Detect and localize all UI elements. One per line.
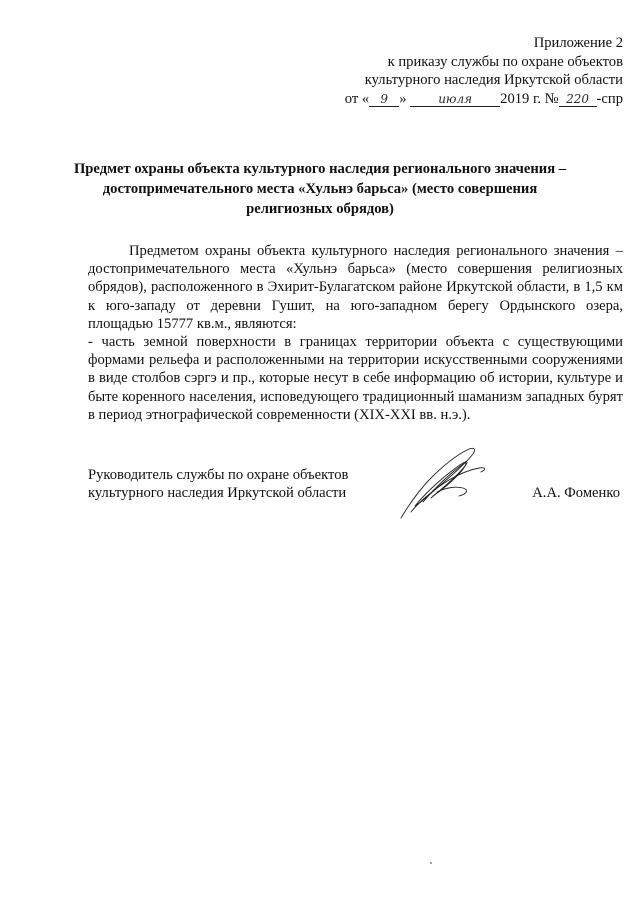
title-line-2: достопримечательного места «Хульнэ барьса» (место совершения bbox=[102, 181, 538, 197]
scan-artifact-dot bbox=[430, 862, 432, 864]
date-close-quote: » bbox=[399, 90, 407, 107]
order-year: 2019 г. № bbox=[500, 90, 559, 107]
appendix-title: Приложение 2 bbox=[533, 35, 623, 51]
handwritten-month: июля bbox=[410, 92, 500, 107]
order-date-line bbox=[345, 90, 623, 109]
handwritten-order-number: 220 bbox=[559, 92, 597, 107]
handwritten-day: 9 bbox=[369, 92, 399, 107]
date-prefix: от « bbox=[344, 90, 370, 107]
order-issuer: культурного наследия Иркутской области bbox=[364, 72, 623, 88]
body-paragraph-subject: Предметом охраны объекта культурного наследия регионального значения – достопримечательного места «Хульнэ барьса» (место совершения религиозных обрядов), расположенного в Эхирит-Булагатском районе Иркутской области, в 1,5 км к юго-западу от деревни Гушит, на юго-западном берегу Ордынского озера, площадью 15777 кв.м., являются: bbox=[88, 243, 623, 332]
appendix-header bbox=[345, 34, 623, 108]
document-body bbox=[88, 242, 623, 424]
title-line-3: религиозных обрядов) bbox=[246, 201, 394, 217]
order-number-suffix: -спр bbox=[596, 90, 623, 107]
document-title bbox=[60, 159, 580, 219]
signatory-name: А.А. Фоменко bbox=[532, 485, 620, 501]
handwritten-signature bbox=[393, 442, 493, 522]
body-paragraph-item: - часть земной поверхности в границах территории объекта с существующими формами рельефа и расположенными на территории искусственными сооружениями в виде столбов сэргэ и пр., которые несут в себе информацию об истории, культуре и быте коренного населения, исповедующего традиционный шаманизм западных бурят в период этнографической современности (XIX-XXI вв. н.э.). bbox=[88, 334, 623, 423]
signatory-position-line-2: культурного наследия Иркутской области bbox=[88, 485, 347, 502]
signatory-position bbox=[88, 466, 348, 502]
order-reference: к приказу службы по охране объектов bbox=[387, 53, 623, 70]
signatory-position-line-1: Руководитель службы по охране объектов bbox=[88, 467, 349, 483]
title-line-1: Предмет охраны объекта культурного наследия регионального значения – bbox=[73, 161, 567, 177]
